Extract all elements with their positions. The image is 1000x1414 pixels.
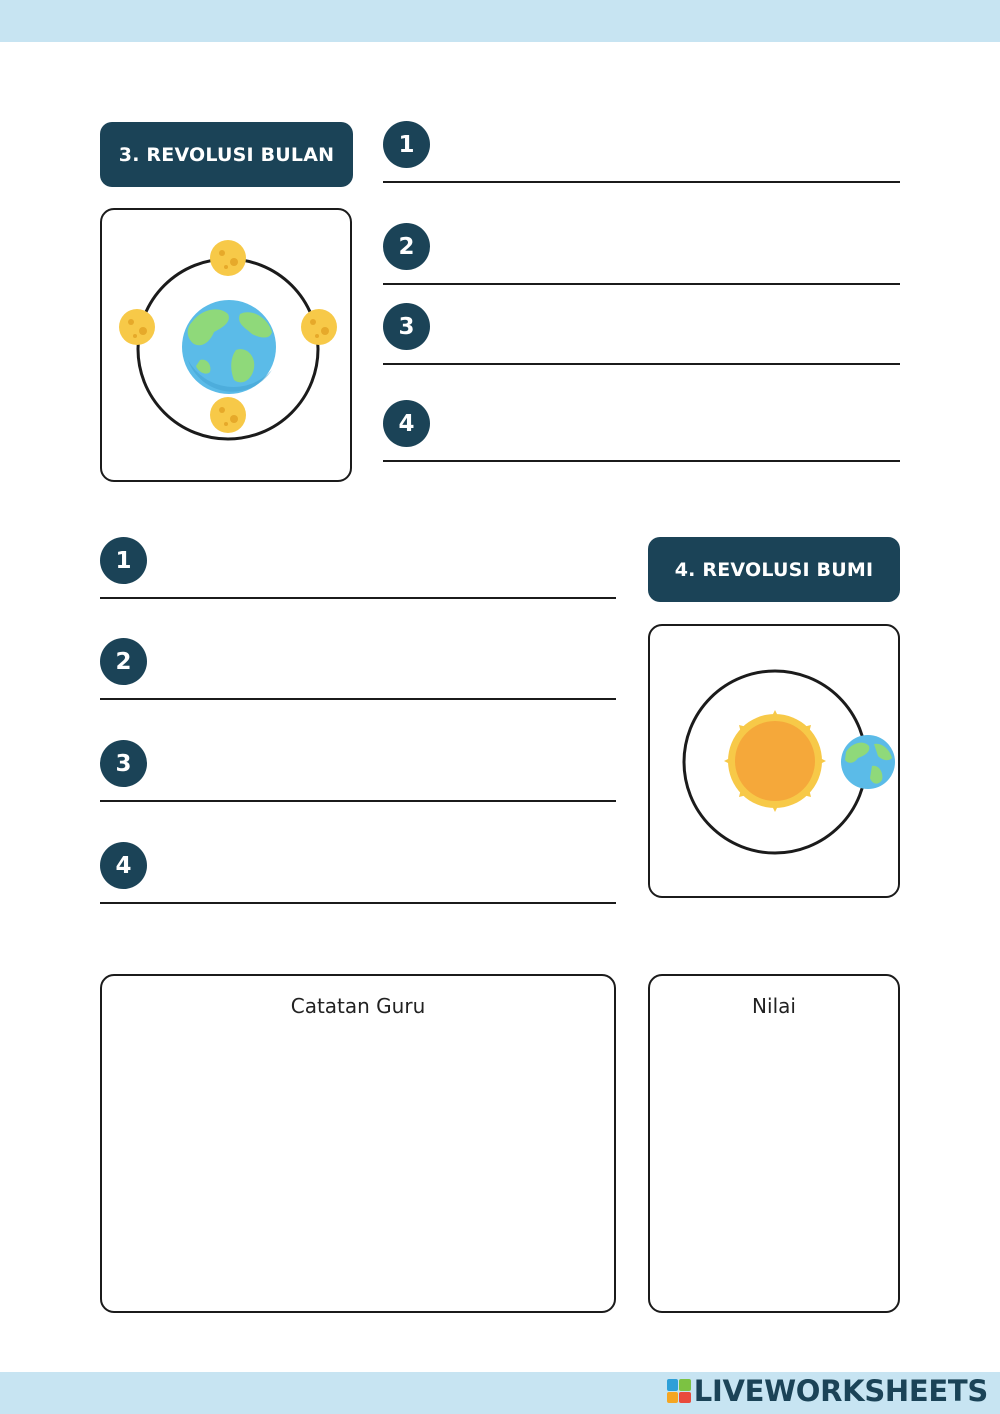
- moon-right-icon: [301, 309, 337, 345]
- section-4-answer-input-4[interactable]: [158, 848, 612, 888]
- score-title: Nilai: [752, 994, 796, 1018]
- number-badge: 1: [383, 121, 430, 168]
- answer-line: [383, 283, 900, 286]
- section-4-answer-input-2[interactable]: [158, 644, 612, 684]
- section-4-title: 4. REVOLUSI BUMI: [648, 537, 900, 602]
- section-3-answer-input-2[interactable]: [441, 229, 896, 269]
- liveworksheets-logo-icon: [667, 1379, 691, 1403]
- number-badge: 2: [383, 223, 430, 270]
- number-badge: 3: [100, 740, 147, 787]
- number-badge: 4: [383, 400, 430, 447]
- answer-line: [100, 800, 616, 803]
- section-3-answer-input-4[interactable]: [441, 406, 896, 446]
- section-3-title: 3. REVOLUSI BULAN: [100, 122, 353, 187]
- number-badge: 1: [100, 537, 147, 584]
- section-3-answer-row-1: [383, 121, 900, 183]
- section-4-answer-row-4: [100, 842, 616, 904]
- earth-revolution-image: [648, 624, 900, 898]
- score-box[interactable]: [648, 974, 900, 1313]
- section-4-answer-input-3[interactable]: [158, 746, 612, 786]
- moon-revolution-image: [100, 208, 352, 482]
- earth-icon: [841, 735, 895, 789]
- moon-top-icon: [210, 240, 246, 276]
- answer-line: [100, 597, 616, 600]
- moon-orbit-earth-icon: [102, 210, 354, 484]
- answer-line: [383, 460, 900, 463]
- number-badge: 4: [100, 842, 147, 889]
- section-3-answer-row-2: [383, 223, 900, 285]
- teacher-notes-box[interactable]: [100, 974, 616, 1313]
- earth-orbit-sun-icon: [650, 626, 902, 900]
- section-4-answer-row-2: [100, 638, 616, 700]
- sun-icon: [724, 710, 826, 812]
- section-3-answer-input-3[interactable]: [441, 309, 896, 349]
- answer-line: [100, 902, 616, 905]
- section-4-answer-row-3: [100, 740, 616, 802]
- answer-line: [383, 363, 900, 366]
- brand-name: LIVEWORKSHEETS: [693, 1374, 988, 1408]
- section-3-answer-input-1[interactable]: [441, 127, 896, 167]
- teacher-notes-title: Catatan Guru: [290, 994, 426, 1018]
- number-badge: 3: [383, 303, 430, 350]
- section-4-answer-row-1: [100, 537, 616, 599]
- moon-left-icon: [119, 309, 155, 345]
- footer-brand[interactable]: [667, 1376, 988, 1406]
- moon-bottom-icon: [210, 397, 246, 433]
- number-badge: 2: [100, 638, 147, 685]
- section-3-answer-row-4: [383, 400, 900, 462]
- answer-line: [100, 698, 616, 701]
- section-4-answer-input-1[interactable]: [158, 543, 612, 583]
- section-3-answer-row-3: [383, 303, 900, 365]
- answer-line: [383, 181, 900, 184]
- top-band: [0, 0, 1000, 42]
